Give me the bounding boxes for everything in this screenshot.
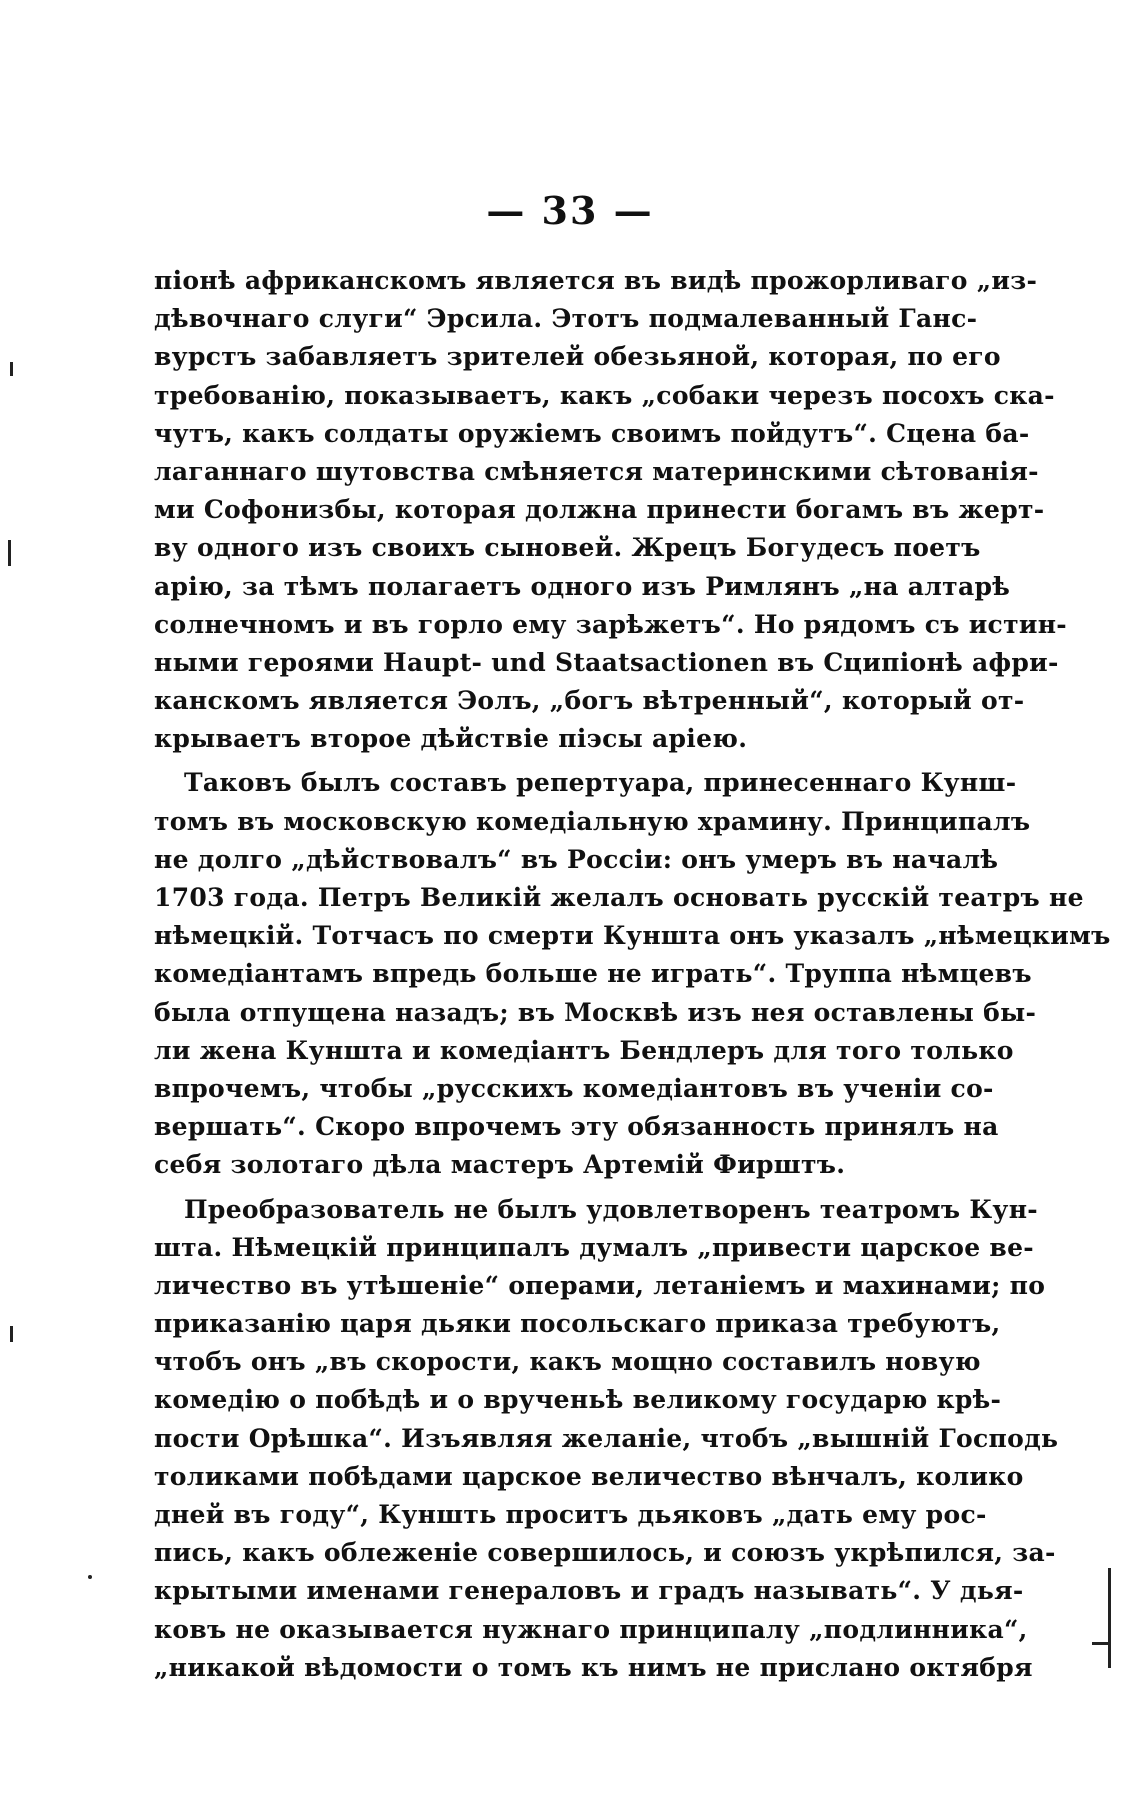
text-line: шта. Нѣмецкій принципалъ думалъ „привести царское ве- xyxy=(154,1232,1034,1262)
text-line: крываетъ второе дѣйствіе піэсы аріею. xyxy=(154,724,748,754)
text-line: чтобъ онъ „въ скорости, какъ мощно составилъ новую xyxy=(154,1347,981,1377)
text-line: арію, за тѣмъ полагаетъ одного изъ Римлянъ „на алтарѣ xyxy=(154,571,1011,601)
text-line: крытыми именами генераловъ и градъ называть“. У дья- xyxy=(154,1576,1024,1606)
text-line: была отпущена назадъ; въ Москвѣ изъ нея оставлены бы- xyxy=(154,997,1037,1027)
text-line: ми Софонизбы, которая должна принести богамъ въ жерт- xyxy=(154,495,1045,525)
text-line: 1703 года. Петръ Великій желалъ основать русскій театръ не xyxy=(154,883,1084,912)
text-line: чутъ, какъ солдаты оружіемъ своимъ пойдутъ“. Сцена ба- xyxy=(154,418,1030,448)
text-body xyxy=(154,262,1111,1687)
text-line: ву одного изъ своихъ сыновей. Жрецъ Богудесъ поетъ xyxy=(154,533,981,563)
text-line: пости Орѣшка“. Изъявляя желаніе, чтобъ „вышній Господь xyxy=(154,1423,1059,1453)
text-line: Таковъ былъ составъ репертуара, принесеннаго Кунш- xyxy=(184,768,1017,798)
text-line: толиками побѣдами царское величество вѣнчалъ, колико xyxy=(154,1461,1024,1491)
scan-mark xyxy=(8,540,11,566)
text-line: вершать“. Скоро впрочемъ эту обязанность принялъ на xyxy=(154,1112,999,1142)
text-line: комедію о побѣдѣ и о врученьѣ великому государю крѣ- xyxy=(154,1385,1002,1415)
text-line: дней въ году“, Куншть проситъ дьяковъ „дать ему рос- xyxy=(154,1500,987,1529)
scan-mark xyxy=(1108,1568,1111,1668)
text-line: томъ въ московскую комедіальную храмину. Принципалъ xyxy=(154,806,1031,836)
text-line: вурстъ забавляетъ зрителей обезьяной, которая, по его xyxy=(154,342,1001,372)
paragraph xyxy=(154,764,1111,1184)
scan-mark xyxy=(88,1575,92,1579)
scan-mark xyxy=(1092,1642,1110,1645)
text-line: лаганнаго шутовства смѣняется материнскими сѣтованія- xyxy=(154,456,1039,486)
paragraph xyxy=(154,1191,1059,1687)
text-line: личество въ утѣшеніе“ операми, летаніемъ и махинами; по xyxy=(154,1270,1046,1300)
text-line: піонѣ африканскомъ является въ видѣ прожорливаго „из- xyxy=(154,266,1038,295)
text-line: пись, какъ облеженіе совершилось, и союзъ укрѣпился, за- xyxy=(154,1538,1056,1568)
text-line: требованію, показываетъ, какъ „собаки черезъ посохъ ска- xyxy=(154,380,1055,410)
text-line: себя золотаго дѣла мастеръ Артемій Фирштъ. xyxy=(154,1150,846,1180)
text-line: комедіантамъ впредь больше не играть“. Труппа нѣмцевъ xyxy=(154,959,1032,989)
text-line: ли жена Куншта и комедіантъ Бендлеръ для того только xyxy=(154,1035,1014,1065)
text-line: приказанію царя дьяки посольскаго приказа требуютъ, xyxy=(154,1309,1001,1339)
text-line: нѣмецкій. Тотчасъ по смерти Кунштa онъ указалъ „нѣмецкимъ xyxy=(154,921,1111,951)
scan-mark xyxy=(10,362,13,376)
text-line: солнечномъ и въ горло ему зарѣжетъ“. Но рядомъ съ истин- xyxy=(154,609,1067,639)
page-number: — 33 — xyxy=(486,188,654,233)
text-line: впрочемъ, чтобы „русскихъ комедіантовъ въ ученіи со- xyxy=(154,1073,994,1103)
text-line: „никакой вѣдомости о томъ къ нимъ не прислано октября xyxy=(154,1652,1033,1682)
text-line: дѣвочнаго слуги“ Эрсила. Этотъ подмалеванный Ганс- xyxy=(154,304,978,334)
text-line: ковъ не оказывается нужнаго принципалу „подлинника“, xyxy=(154,1614,1028,1644)
scan-mark xyxy=(10,1326,13,1342)
text-line: не долго „дѣйствовалъ“ въ Россіи: онъ умеръ въ началѣ xyxy=(154,844,999,874)
text-line: Преобразователь не былъ удовлетворенъ театромъ Кун- xyxy=(184,1194,1038,1224)
paragraph xyxy=(154,262,1067,758)
text-line: ными героями Haupt- und Staatsactionen въ Сципіонѣ афри- xyxy=(154,647,1059,677)
text-line: канскомъ является Эолъ, „богъ вѣтренный“, который от- xyxy=(154,686,1025,716)
